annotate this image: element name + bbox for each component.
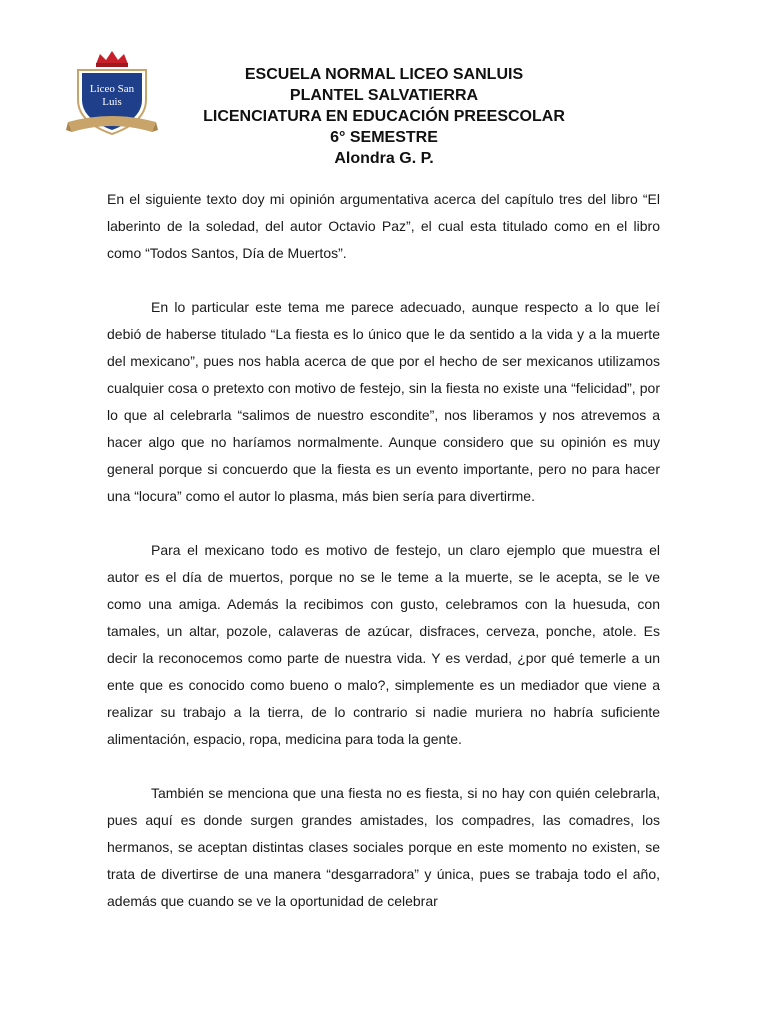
campus-name: PLANTEL SALVATIERRA <box>289 87 479 104</box>
school-name: ESCUELA NORMAL LICEO SANLUIS <box>244 66 524 83</box>
semester: 6° SEMESTRE <box>330 129 438 146</box>
paragraph: También se menciona que una fiesta no es fiesta, si no hay con quién celebrarla, pues aquí es donde surgen grandes amistades, los compadres, las comadres, los hermanos, se aceptan distintas clases sociales porque en este momento no existen, se trata de divertirse de una manera “desgarradora” y única, pues se trabaja todo el año, además que cuando se ve la oportunidad de celebrar <box>107 785 660 909</box>
degree-name: LICENCIATURA EN EDUCACIÓN PREESCOLAR <box>203 108 565 125</box>
crest-text-top: Liceo San <box>89 83 135 95</box>
document-body <box>107 186 660 915</box>
paragraph: En lo particular este tema me parece adecuado, aunque respecto a lo que leí debió de haberse titulado “La fiesta es lo único que le da sentido a la vida y a la muerte del mexicano”, pues nos habla acerca de que por el hecho de ser mexicanos utilizamos cualquier cosa o pretexto con motivo de festejo, sin la fiesta no existe una “felicidad”, por lo que al celebrarla “salimos de nuestro escondite”, nos liberamos y nos atrevemos a hacer algo que no haríamos normalmente. Aunque considero que su opinión es muy general porque si concuerdo que la fiesta es un evento importante, pero no para hacer una “locura” como el autor lo plasma, más bien sería para divertirme. <box>107 299 660 504</box>
author-name: Alondra G. P. <box>334 150 434 167</box>
document-header <box>0 64 768 169</box>
paragraph: En el siguiente texto doy mi opinión argumentativa acerca del capítulo tres del libro “El laberinto de la soledad, del autor Octavio Paz”, el cual esta titulado como en el libro como “Todos Santos, Día de Muertos”. <box>107 191 660 261</box>
paragraph: Para el mexicano todo es motivo de festejo, un claro ejemplo que muestra el autor es el día de muertos, porque no se le teme a la muerte, se le acepta, se le ve como una amiga. Además la recibimos con gusto, celebramos con la huesuda, con tamales, un altar, pozole, calaveras de azúcar, disfraces, cerveza, ponche, atole. Es decir la reconocemos como parte de nuestra vida. Y es verdad, ¿por qué temerle a un ente que es conocido como bueno o malo?, simplemente es un mediador que viene a realizar su trabajo a la tierra, de lo contrario si nadie muriera no habría suficiente alimentación, espacio, ropa, medicina para toda la gente. <box>107 542 660 747</box>
crest-text-bottom: Luis <box>102 96 122 108</box>
